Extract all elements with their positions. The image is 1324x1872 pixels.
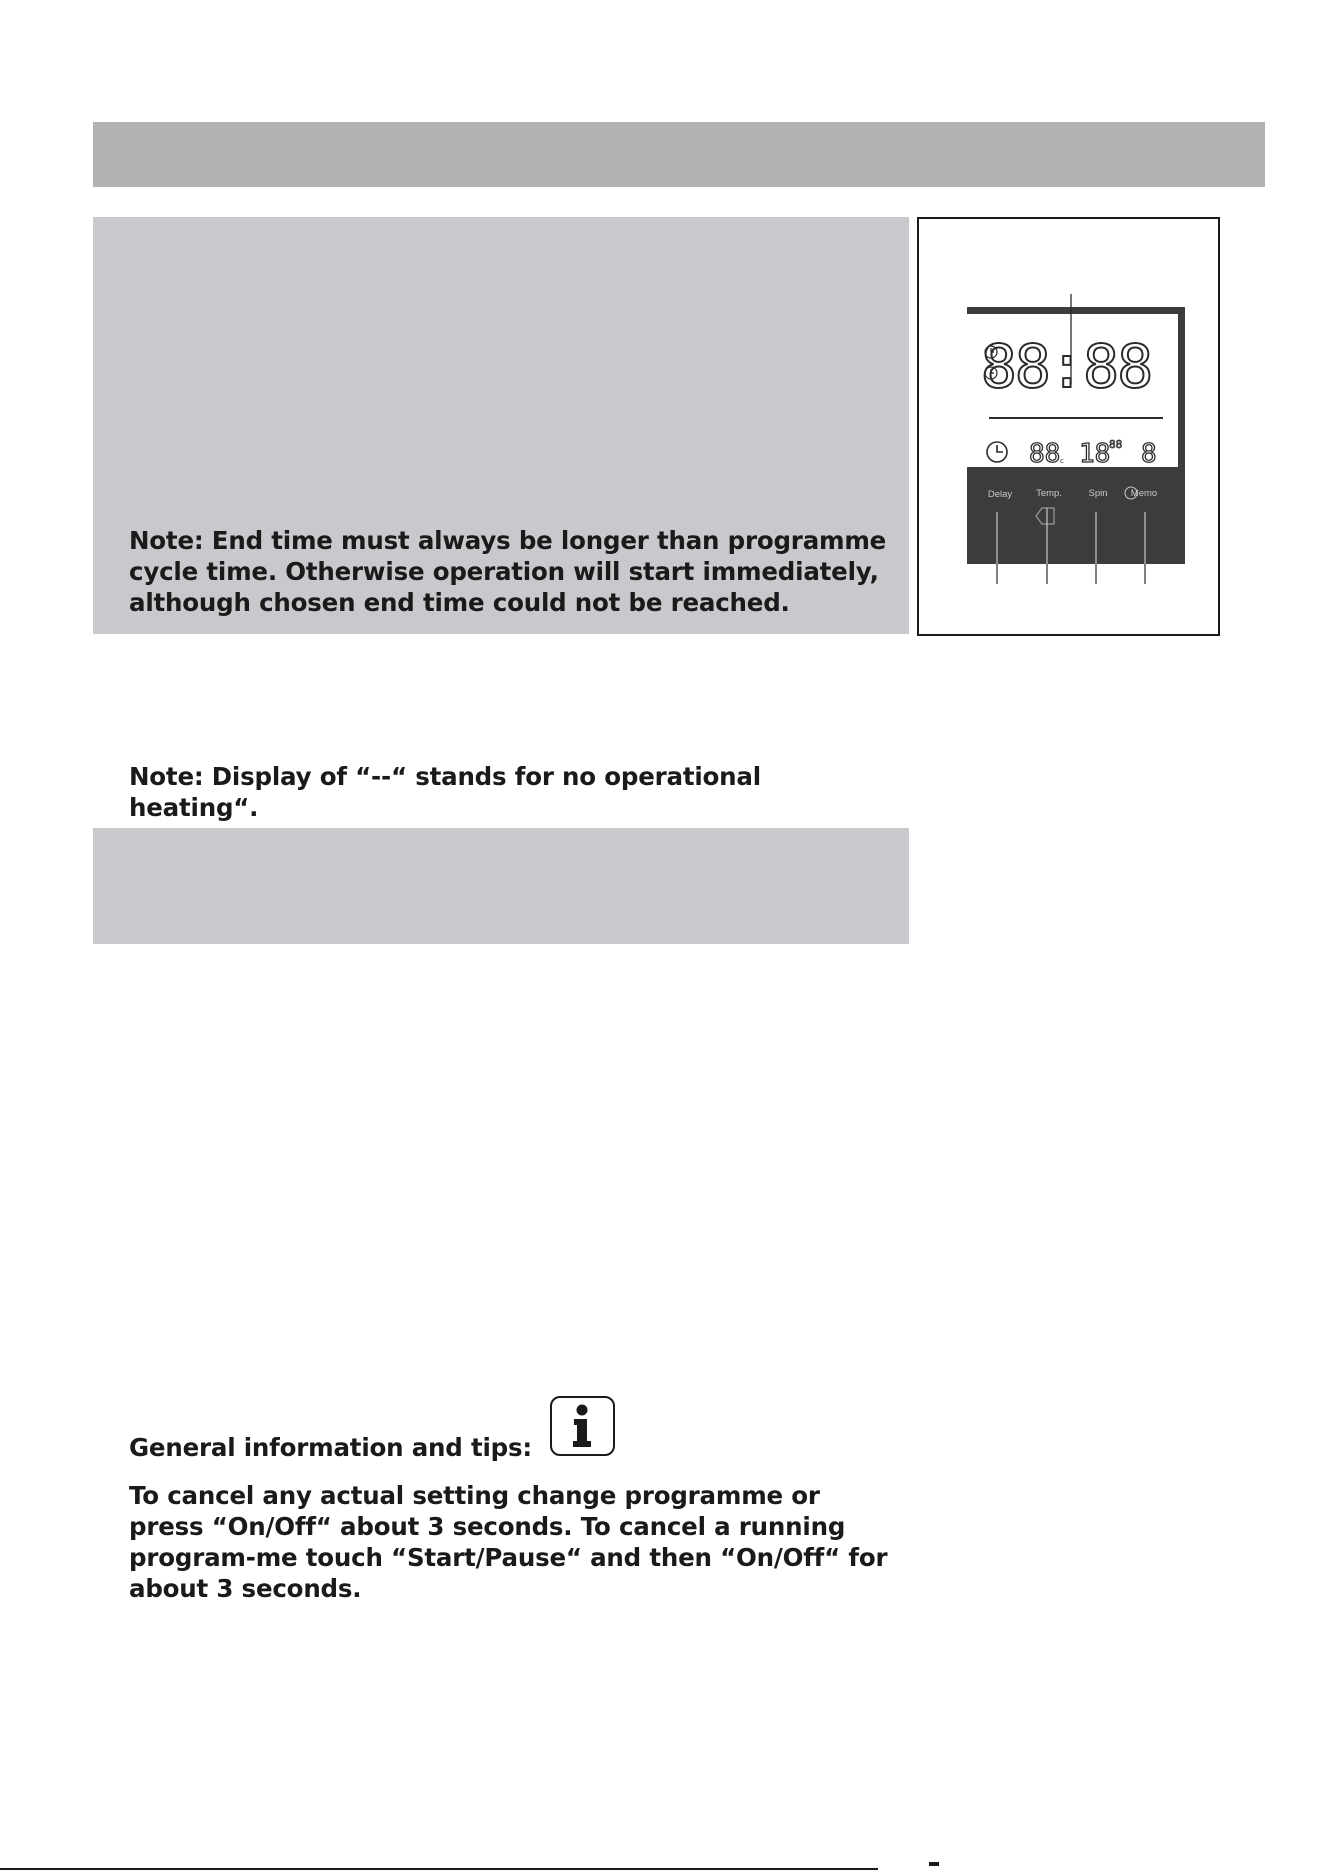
tips-heading: General information and tips:	[129, 1433, 532, 1462]
display-panel-figure	[917, 217, 1220, 636]
footer-rule	[0, 1868, 878, 1870]
memo-readout: 8	[1141, 439, 1157, 469]
spin-superscript-readout: 88	[1109, 438, 1123, 451]
memo-button-label: Memo	[1130, 488, 1158, 499]
section-header-bar	[93, 122, 1265, 187]
note-display: Note: Display of “--“ stands for no operational heating“.	[129, 762, 761, 822]
button-pointer-lines-outer	[997, 564, 1145, 584]
delay-button-label: Delay	[987, 489, 1013, 500]
temp-degree-mark: c	[1060, 457, 1064, 465]
temp-button-label: Temp.	[1036, 488, 1062, 499]
tips-body: To cancel any actual setting change programme or press “On/Off“ about 3 seconds. To cancel a running program-me touch “Start/Pause“ and then “On/Off“ for about 3 seconds.	[129, 1481, 888, 1603]
page-number-mark	[929, 1862, 939, 1866]
spin-readout: 18	[1079, 439, 1111, 469]
note-end-time: Note: End time must always be longer than programme cycle time. Otherwise operation will start immediately, although chosen end time could not be reached.	[129, 526, 887, 617]
temp-readout: 88	[1029, 439, 1061, 469]
info-panel-blank	[93, 828, 909, 944]
main-time-readout: 88:88	[980, 332, 1152, 402]
spin-button-label: Spin	[1088, 488, 1108, 499]
info-icon	[550, 1396, 615, 1456]
control-panel-illustration	[919, 219, 1222, 638]
